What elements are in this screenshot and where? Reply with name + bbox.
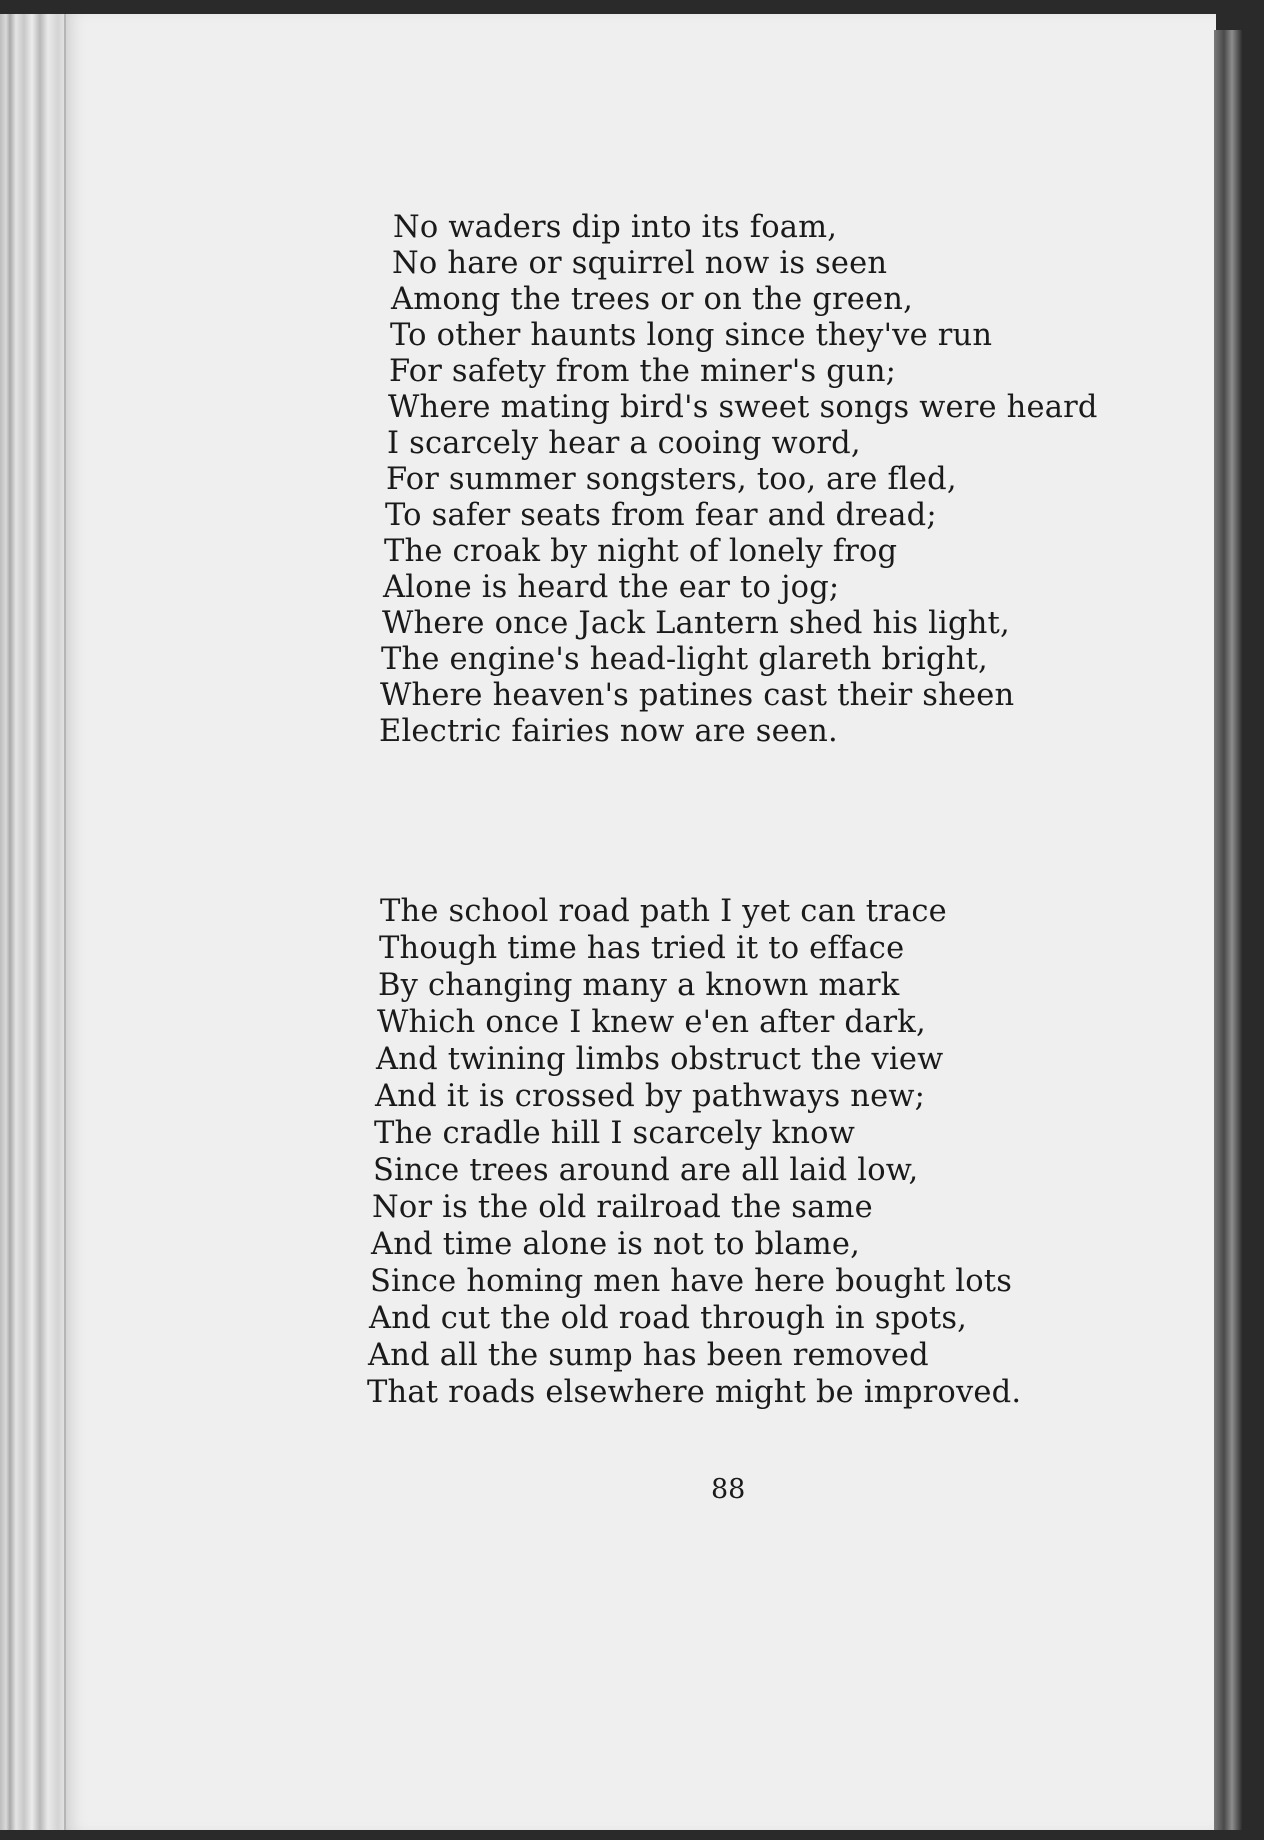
- poem-line: Since trees around are all laid low,: [373, 1153, 919, 1188]
- poem-line: By changing many a known mark: [378, 968, 900, 1003]
- poem-line: Though time has tried it to efface: [379, 931, 905, 966]
- poem-line: The cradle hill I scarcely know: [374, 1116, 856, 1151]
- poem-line: I scarcely hear a cooing word,: [387, 426, 861, 461]
- poem-line: Alone is heard the ear to jog;: [383, 570, 840, 605]
- poem-line: To safer seats from fear and dread;: [385, 498, 937, 533]
- poem-line: Among the trees or on the green,: [391, 282, 914, 317]
- poem-line: And twining limbs obstruct the view: [376, 1042, 944, 1077]
- book-page: [64, 14, 1216, 1830]
- poem-line: No waders dip into its foam,: [393, 210, 838, 245]
- poem-line: And time alone is not to blame,: [371, 1227, 860, 1262]
- poem-line: Which once I knew e'en after dark,: [377, 1005, 926, 1040]
- page-edges: [0, 14, 70, 1830]
- poem-line: Where heaven's patines cast their sheen: [380, 678, 1015, 713]
- poem-line: And cut the old road through in spots,: [369, 1301, 968, 1336]
- poem-line: The school road path I yet can trace: [380, 894, 947, 929]
- poem-line: Where once Jack Lantern shed his light,: [382, 606, 1010, 641]
- page-number: 88: [711, 1474, 746, 1505]
- poem-line: Since homing men have here bought lots: [370, 1264, 1013, 1299]
- poem-line: The croak by night of lonely frog: [384, 534, 898, 569]
- poem-line: For summer songsters, too, are fled,: [386, 462, 957, 497]
- poem-line: Electric fairies now are seen.: [379, 714, 838, 749]
- poem-line: The engine's head-light glareth bright,: [381, 642, 988, 677]
- poem-line: Nor is the old railroad the same: [372, 1190, 873, 1225]
- poem-line: No hare or squirrel now is seen: [392, 246, 888, 281]
- poem-line: Where mating bird's sweet songs were heard: [388, 390, 1098, 425]
- poem-line: That roads elsewhere might be improved.: [367, 1375, 1022, 1410]
- poem-line: And it is crossed by pathways new;: [375, 1079, 926, 1114]
- book-cover-edge: [1214, 30, 1242, 1830]
- poem-line: And all the sump has been removed: [368, 1338, 929, 1373]
- poem-line: To other haunts long since they've run: [390, 318, 993, 353]
- poem-line: For safety from the miner's gun;: [389, 354, 897, 389]
